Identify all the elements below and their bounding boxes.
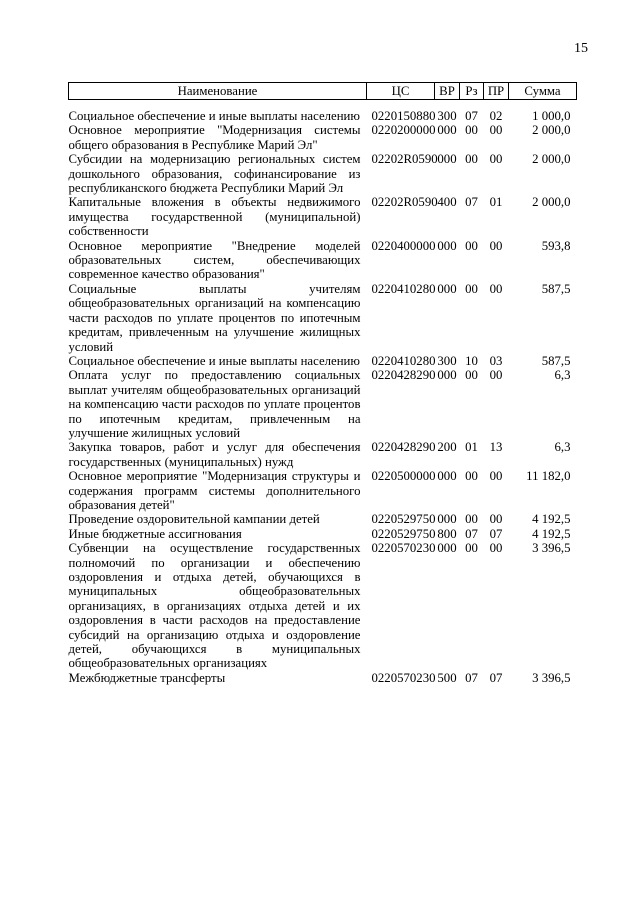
row-cs: 0220150880: [371, 109, 436, 123]
row-sum: 593,8: [541, 238, 571, 253]
row-pr: 03: [489, 353, 503, 368]
row-sum: 3 396,5: [532, 670, 571, 685]
row-name: Основное мероприятие "Модернизация структуры и содержания программ системы дополнительного образования детей": [68, 469, 361, 512]
row-cs: 0220529750: [371, 526, 436, 541]
table-row: [69, 282, 577, 354]
table-row: [69, 512, 577, 526]
row-sum: 4 192,5: [532, 526, 571, 541]
row-name: Субвенции на осуществление государственных полномочий по организации и обеспечению оздоровления и отдыха детей, обучающихся в муниципальных общеобразовательных организациях, в организациях отдыха детей и их оздоровления в части расходов на предоставление субсидий на организацию отдыха и оздоровление детей, обучающихся в муниципальных общеобразовательных организациях: [68, 541, 361, 671]
row-name: Проведение оздоровительной кампании детей: [68, 512, 320, 527]
row-sum: 3 396,5: [532, 541, 571, 556]
row-rz: 00: [465, 281, 478, 296]
row-vr: 300: [437, 353, 457, 368]
row-name: Межбюджетные трансферты: [68, 670, 226, 685]
row-sum: 6,3: [554, 440, 571, 455]
row-rz: 00: [465, 469, 478, 484]
row-rz: 00: [465, 238, 478, 253]
row-pr: 07: [489, 526, 503, 541]
row-vr: 500: [437, 670, 457, 685]
row-rz: 07: [465, 109, 478, 123]
header-vr: ВР: [435, 83, 460, 100]
row-pr: 00: [489, 469, 503, 484]
row-cs: 0220400000: [371, 238, 436, 253]
header-row: [69, 83, 577, 100]
row-pr: 00: [489, 541, 503, 556]
row-rz: 01: [465, 440, 478, 455]
row-pr: 00: [489, 368, 503, 383]
row-cs: 02202R0590: [371, 195, 438, 210]
row-rz: 07: [465, 195, 478, 210]
page-number: 15: [574, 41, 588, 56]
row-rz: 00: [465, 512, 478, 527]
row-vr: 000: [437, 469, 457, 484]
row-pr: 00: [489, 123, 503, 138]
row-rz: 00: [465, 152, 478, 167]
table-row: [69, 239, 577, 282]
row-name: Оплата услуг по предоставлению социальных выплат учителям общеобразовательных организаций на компенсацию части расходов по уплате процентов по ипотечным кредитам, привлеченным на улучшение жилищных условий: [68, 368, 361, 440]
row-name: Субсидии на модернизацию региональных систем дошкольного образования, софинансирование из республиканского бюджета Республики Марий Эл: [68, 152, 361, 196]
row-pr: 00: [489, 281, 503, 296]
row-cs: 0220529750: [371, 512, 436, 527]
row-sum: 2 000,0: [532, 195, 571, 210]
row-sum: 1 000,0: [532, 109, 571, 123]
header-pr: ПР: [484, 83, 509, 100]
row-name: Капитальные вложения в объекты недвижимого имущества государственной (муниципальной) собственности: [68, 195, 361, 239]
table-row: [69, 440, 577, 469]
row-pr: 00: [489, 512, 503, 527]
row-vr: 000: [437, 152, 457, 167]
row-cs: 0220410280: [371, 281, 436, 296]
row-vr: 200: [437, 440, 457, 455]
row-cs: 0220410280: [371, 353, 436, 368]
table-row: [69, 541, 577, 671]
header-cs: ЦС: [367, 83, 435, 100]
budget-table: [68, 82, 577, 685]
row-name: Основное мероприятие "Внедрение моделей образовательных систем, обеспечивающих современное качество образования": [68, 238, 361, 282]
header-name: Наименование: [69, 83, 367, 100]
row-vr: 000: [437, 238, 457, 253]
row-name: Основное мероприятие "Модернизация системы общего образования в Республике Марий Эл": [68, 123, 361, 152]
row-pr: 07: [489, 670, 503, 685]
row-cs: 0220200000: [371, 123, 436, 138]
table-row: [69, 354, 577, 368]
table-row: [69, 527, 577, 541]
row-sum: 587,5: [541, 353, 571, 368]
row-cs: 0220570230: [371, 670, 436, 685]
row-pr: 13: [489, 440, 503, 455]
row-pr: 01: [489, 195, 503, 210]
row-pr: 00: [489, 152, 503, 167]
row-sum: 11 182,0: [526, 469, 571, 484]
row-name: Иные бюджетные ассигнования: [68, 526, 242, 541]
row-vr: 000: [437, 541, 457, 556]
row-sum: 587,5: [541, 281, 571, 296]
row-vr: 000: [437, 512, 457, 527]
row-pr: 00: [489, 238, 503, 253]
row-vr: 300: [437, 109, 457, 123]
row-vr: 000: [437, 123, 457, 138]
row-vr: 800: [437, 526, 457, 541]
row-rz: 00: [465, 368, 478, 383]
table-row: [69, 195, 577, 238]
row-name: Закупка товаров, работ и услуг для обеспечения государственных (муниципальных) нужд: [68, 440, 361, 469]
row-sum: 6,3: [554, 368, 571, 383]
row-name: Социальное обеспечение и иные выплаты населению: [68, 109, 360, 123]
row-vr: 000: [437, 368, 457, 383]
row-cs: 0220428290: [371, 368, 436, 383]
table-header: [69, 83, 577, 100]
row-cs: 0220500000: [371, 469, 436, 484]
row-vr: 000: [437, 281, 457, 296]
header-rz: Рз: [460, 83, 484, 100]
table-row: [69, 100, 577, 124]
row-rz: 07: [465, 670, 478, 685]
row-pr: 02: [489, 109, 503, 123]
row-sum: 2 000,0: [532, 152, 571, 167]
row-cs: 0220570230: [371, 541, 436, 556]
row-cs: 02202R0590: [371, 152, 438, 167]
row-rz: 07: [465, 526, 478, 541]
row-rz: 10: [465, 353, 478, 368]
table-row: [69, 671, 577, 685]
row-vr: 400: [437, 195, 457, 210]
header-sum: Сумма: [509, 83, 577, 100]
table-row: [69, 368, 577, 440]
row-sum: 4 192,5: [532, 512, 571, 527]
row-name: Социальные выплаты учителям общеобразовательных организаций на компенсацию части расходов по уплате процентов по ипотечным кредитам, привлеченным на улучшение жилищных условий: [68, 281, 361, 354]
table-row: [69, 152, 577, 195]
row-rz: 00: [465, 541, 478, 556]
row-rz: 00: [465, 123, 478, 138]
row-name: Социальное обеспечение и иные выплаты населению: [68, 353, 360, 368]
table-row: [69, 123, 577, 152]
row-sum: 2 000,0: [532, 123, 571, 138]
table-body: [69, 100, 577, 686]
table-row: [69, 469, 577, 512]
row-cs: 0220428290: [371, 440, 436, 455]
